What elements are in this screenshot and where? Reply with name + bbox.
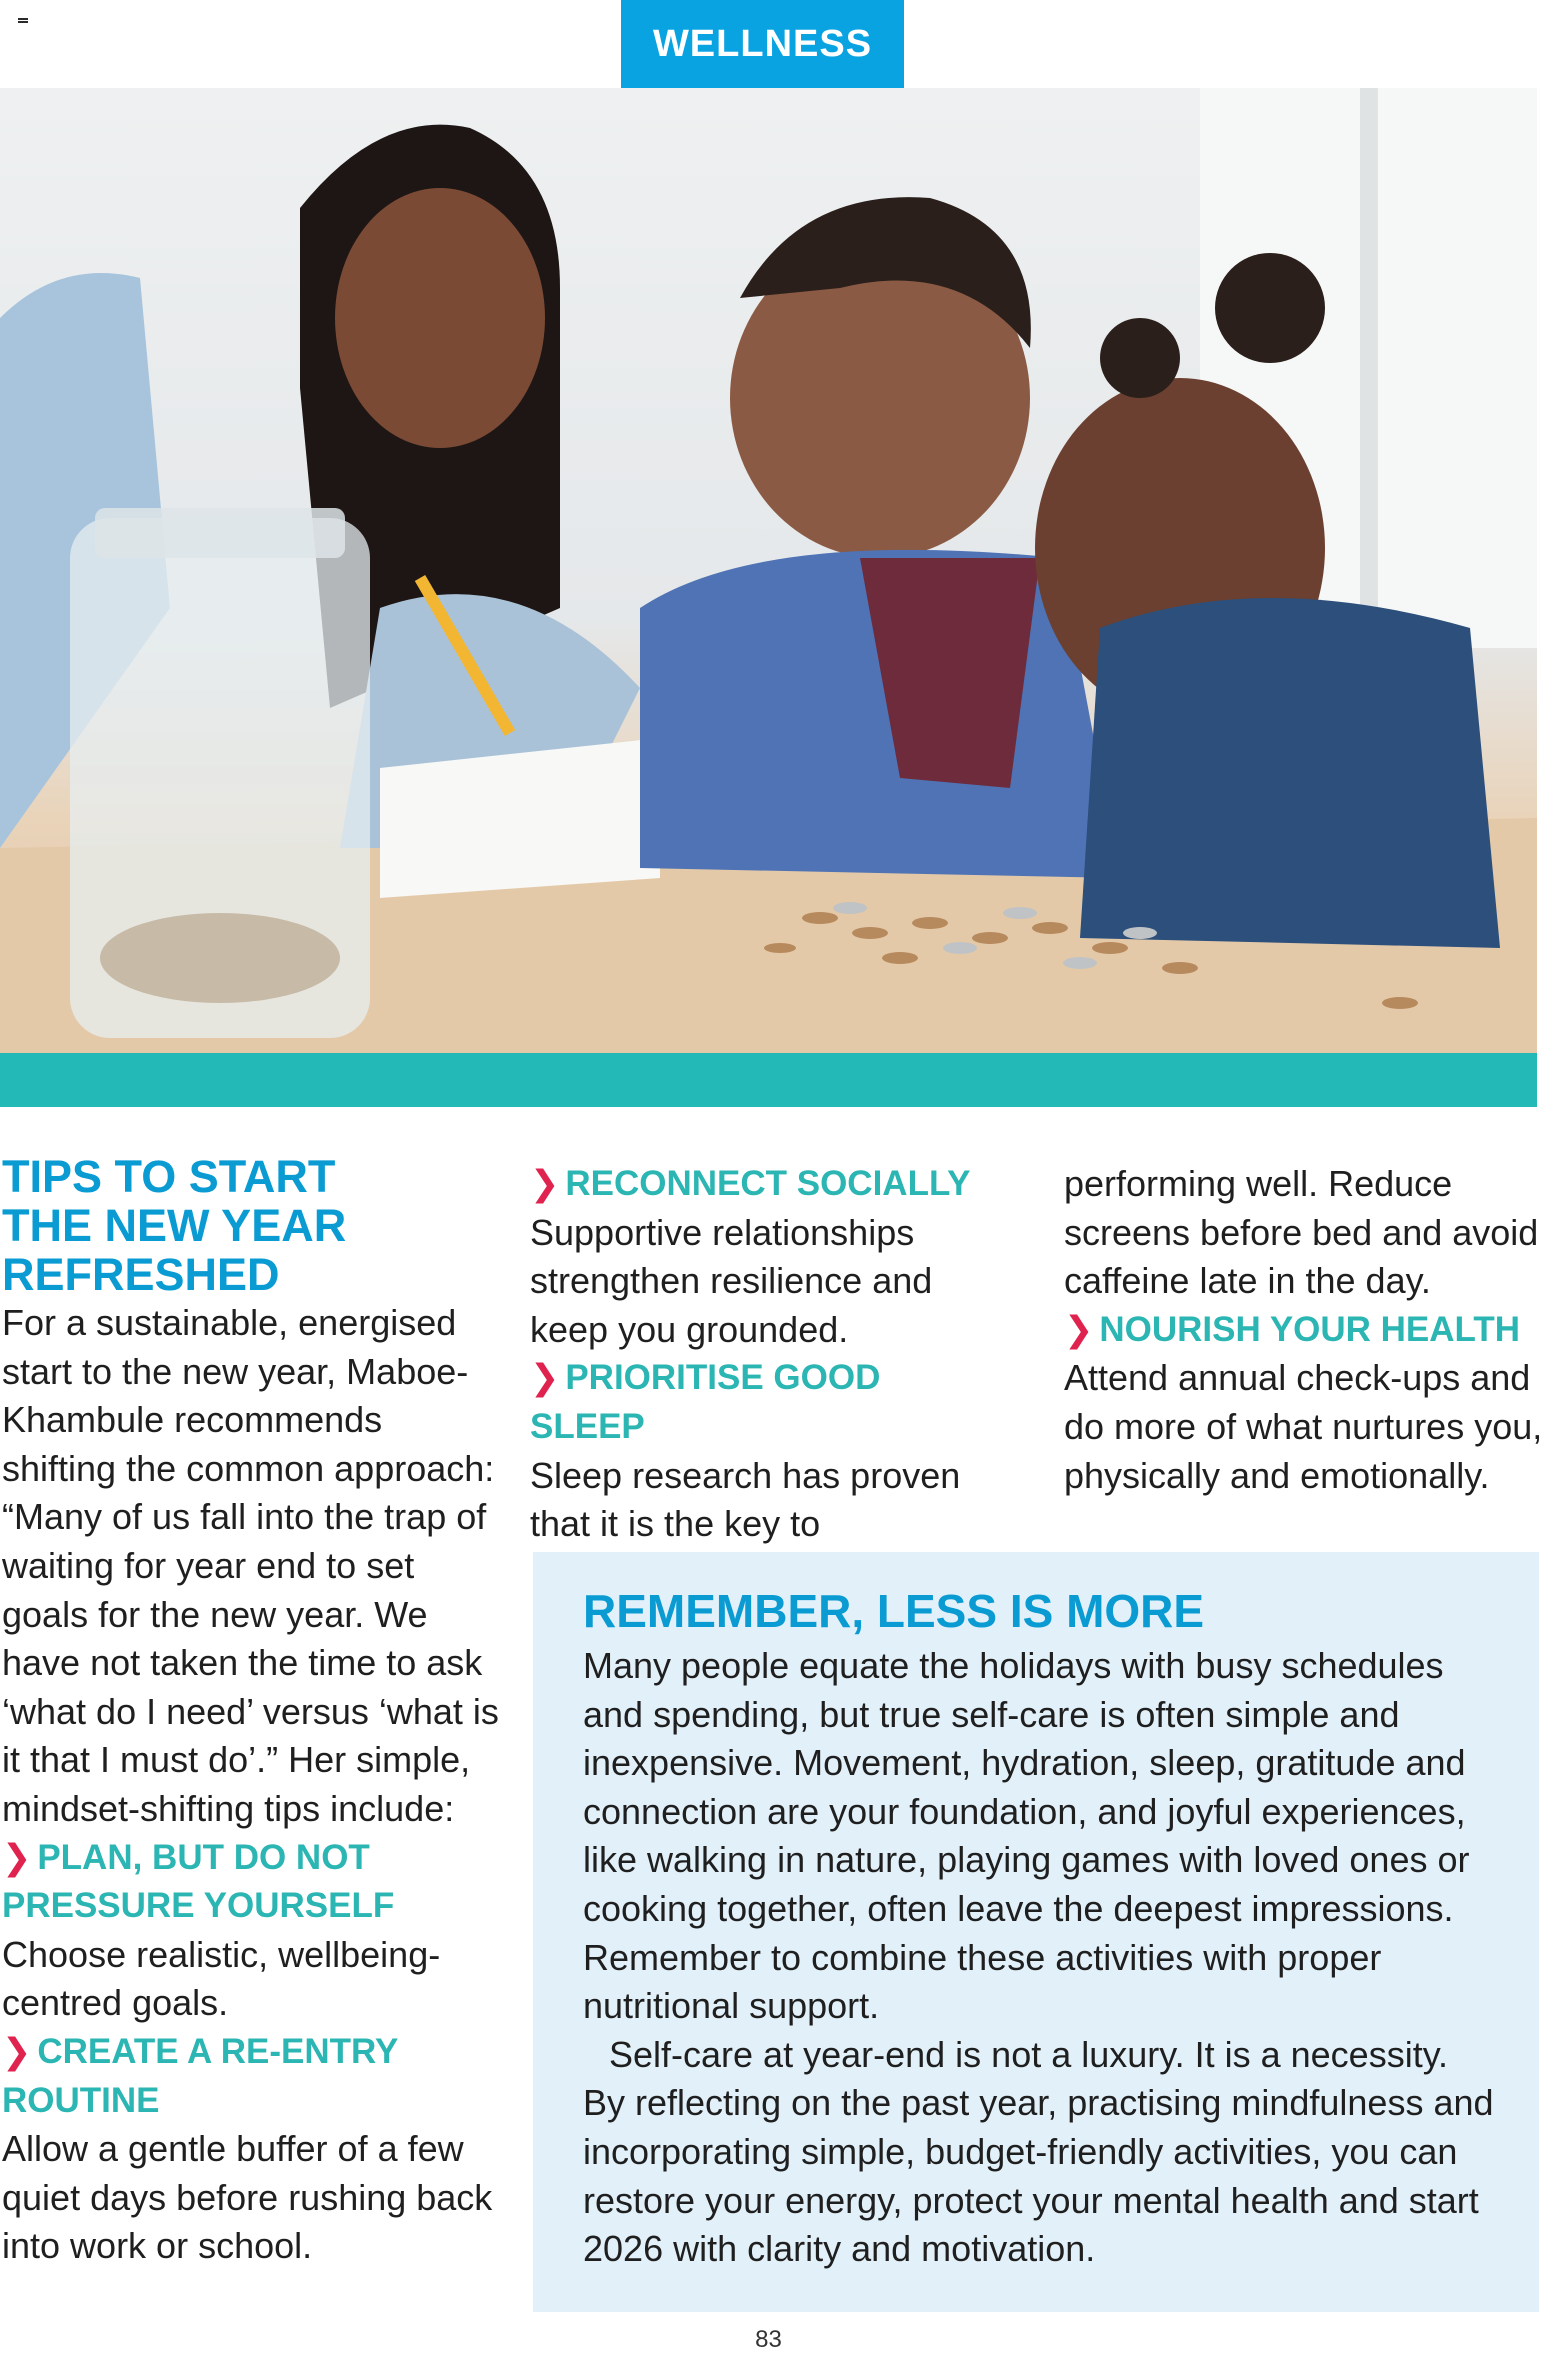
- tip-title-reconnect: [530, 1160, 1000, 1209]
- tip-body-nourish: Attend annual check-ups and do more of what nurtures you, physically and emotionally.: [1064, 1357, 1543, 1496]
- tip-body-sleep: Sleep research has proven that it is the key to: [530, 1454, 961, 1545]
- headline-line-3: REFRESHED: [2, 1249, 280, 1300]
- tip-title-text: NOURISH YOUR HEALTH: [1099, 1309, 1520, 1349]
- tip-body-plan: Choose realistic, wellbeing-centred goals.: [2, 1933, 441, 2024]
- family-coins-photo: [0, 88, 1537, 1053]
- tip-body-reconnect: Supportive relationships strengthen resilience and keep you grounded.: [530, 1211, 933, 1350]
- column-2: [530, 1160, 1000, 1549]
- tip-title-text: PRIORITISE GOOD SLEEP: [530, 1358, 881, 1446]
- tip-title-text: PLAN, BUT DO NOT PRESSURE YOURSELF: [2, 1837, 395, 1926]
- chevron-right-icon: ❯: [2, 2031, 32, 2071]
- remember-box: [533, 1552, 1539, 2312]
- tip-title-text: CREATE A RE-ENTRY ROUTINE: [2, 2031, 398, 2120]
- headline: [2, 1152, 502, 1299]
- remember-paragraph-2: Self-care at year-end is not a luxury. It is a necessity. By reflecting on the past year, practising mindfulness and incorporating simple, budget-friendly activities, you can restore your energy, protect your mental health and start 2026 with clarity and motivation.: [583, 2033, 1494, 2270]
- chevron-right-icon: ❯: [1064, 1309, 1094, 1349]
- chevron-right-icon: ❯: [2, 1837, 32, 1877]
- section-tab-wellness: WELLNESS: [621, 0, 904, 88]
- tip-title-plan: [2, 1834, 502, 1931]
- tip-body-reentry: Allow a gentle buffer of a few quiet days before rushing back into work or school.: [2, 2128, 493, 2267]
- headline-line-2: THE NEW YEAR: [2, 1200, 347, 1251]
- photo-illustration: [0, 88, 1537, 1053]
- column-1: [2, 1152, 502, 2271]
- photo-caption-band: [0, 1053, 1537, 1107]
- chevron-right-icon: ❯: [530, 1358, 560, 1398]
- intro-paragraph: For a sustainable, energised start to the new year, Maboe-Khambule recommends shifting the common approach: “Many of us fall into the trap of waiting for year end to set goals for the new year. We have not taken the time to ask ‘what do I need’ versus ‘what is it that I must do’.” Her simple, mindset-shifting tips include:: [2, 1302, 499, 1829]
- chevron-right-icon: ❯: [530, 1164, 560, 1203]
- column-3: [1064, 1160, 1544, 1500]
- remember-paragraph-1: Many people equate the holidays with busy schedules and spending, but true self-care is often simple and inexpensive. Movement, hydration, sleep, gratitude and connection are your foundation, and joyful experiences, like walking in nature, playing games with loved ones or cooking together, often leave the deepest impressions. Remember to combine these activities with proper nutritional support.: [583, 1645, 1470, 2027]
- page-number: 83: [755, 2326, 782, 2353]
- headline-line-1: TIPS TO START: [2, 1151, 336, 1202]
- tip-title-sleep: [530, 1354, 1000, 1451]
- menu-icon: [18, 18, 28, 25]
- tip-body-sleep-continued: performing well. Reduce screens before bed and avoid caffeine late in the day.: [1064, 1163, 1539, 1302]
- remember-title: REMEMBER, LESS IS MORE: [583, 1585, 1205, 1637]
- tip-title-text: RECONNECT SOCIALLY: [565, 1164, 971, 1203]
- tip-title-reentry: [2, 2028, 502, 2125]
- tip-title-nourish: [1064, 1306, 1544, 1355]
